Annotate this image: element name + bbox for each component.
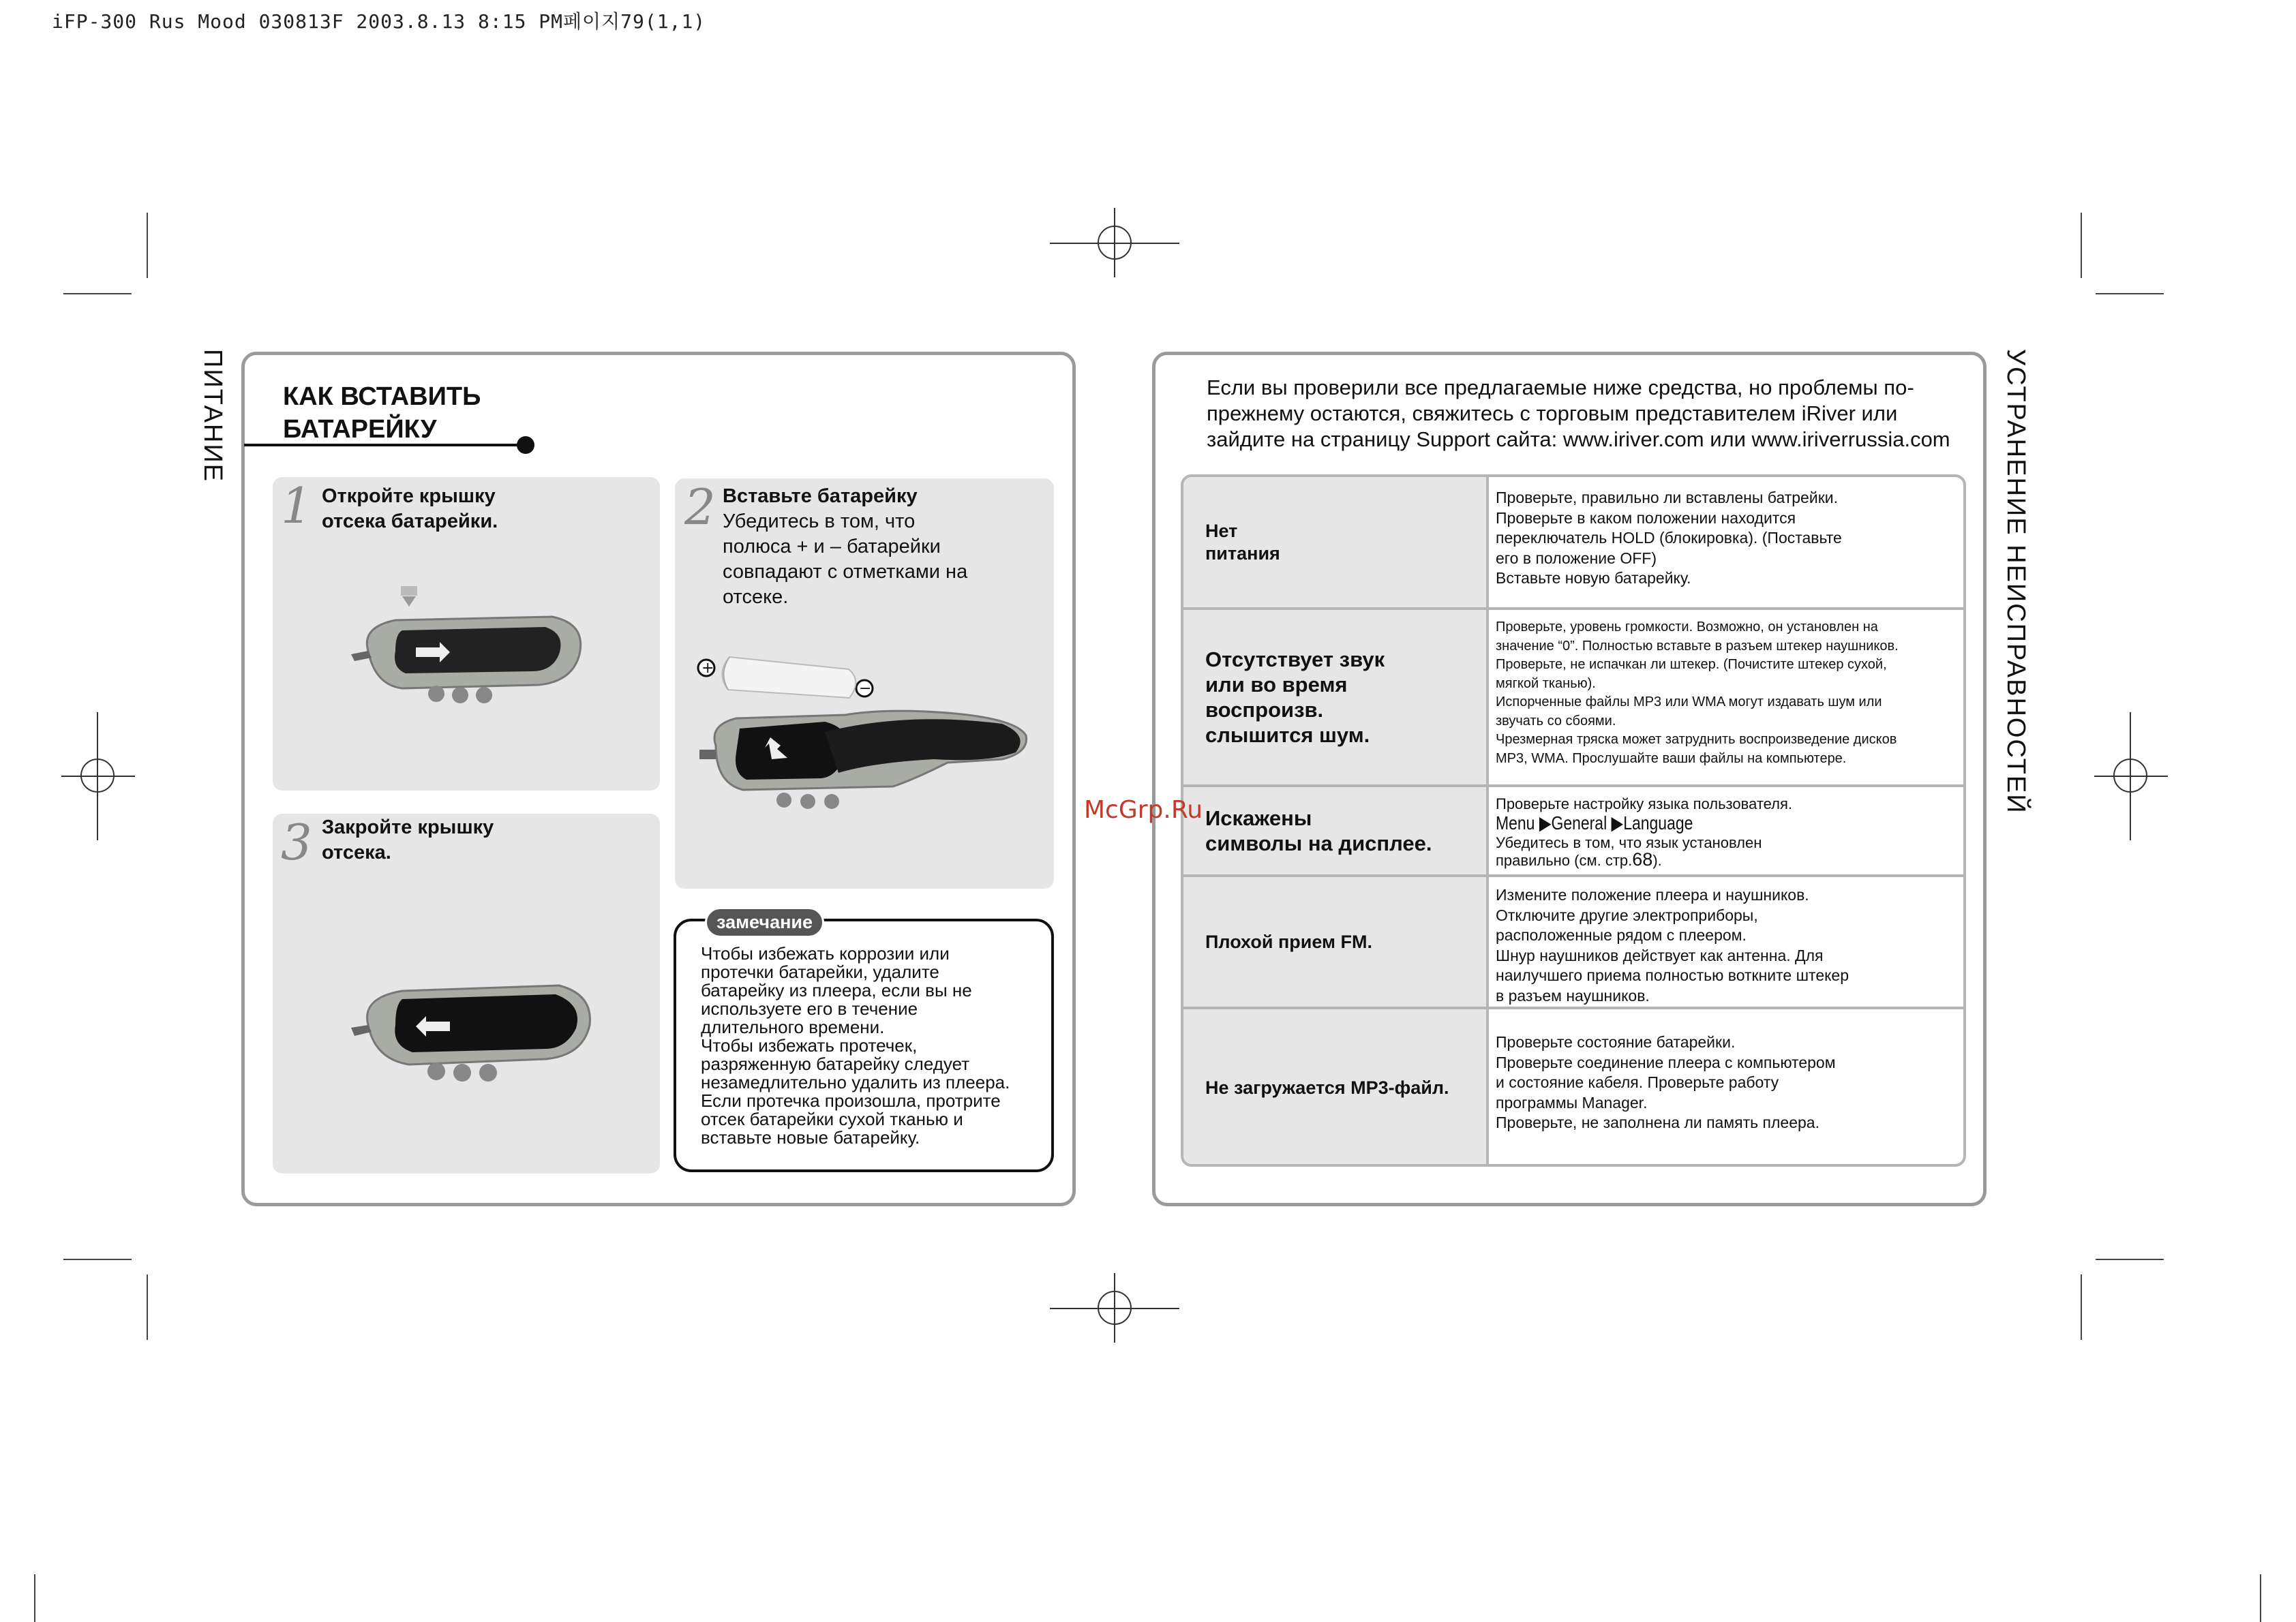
arrow-right-icon: ▶ [1611, 812, 1624, 833]
watermark: McGrp.Ru [1084, 796, 1203, 824]
section-title-power: ПИТАНИЕ [198, 349, 227, 483]
menu-path: Menu ▶General ▶Language [1496, 812, 1693, 833]
problem-cell: Нет питания [1183, 477, 1489, 607]
heading-rule [244, 444, 525, 446]
problem-cell: Отсутствует звук или во время воспроизв. слышится шум. [1183, 610, 1489, 784]
step-2-number: 2 [684, 478, 716, 536]
solution-cell: Проверьте настройку языка пользователя. Menu ▶General ▶Language Убедитесь в том, что язык установлен правильно (см. стр.68). [1489, 787, 1963, 874]
arrow-right-icon: ▶ [1539, 812, 1552, 833]
solution-cell: Измените положение плеера и наушников. Отключите другие электроприборы, расположенные рядом с плеером. Шнур наушников действует как антенна. Для наилучшего приема полностью воткните штекер в разъем наушников. [1496, 886, 1849, 1005]
table-row [1183, 787, 1963, 877]
player-close-cover-image [348, 957, 593, 1107]
solution-cell: Проверьте состояние батарейки. Проверьте соединение плеера с компьютером и состояние кабеля. Проверьте работу программы Manager. Проверьте, не заполнена ли память плеера. [1496, 1033, 1836, 1131]
step-1-box [273, 477, 660, 791]
heading-dot [517, 436, 534, 454]
intro-text: Если вы проверили все предлагаемые ниже средства, но проблемы по- прежнему остаются, свяжитесь с торговым представителем iRiver или зайдите на страницу Support сайта: www.iriver.com или www.iriverrussia.com [1207, 376, 1950, 451]
step-3-box [273, 814, 660, 1174]
battery-insert-image [689, 650, 1043, 861]
problem-cell: Плохой прием FM. [1183, 877, 1489, 1007]
section-title-troubleshooting: УСТРАНЕНИЕ НЕИСПРАВНОСТЕЙ [2002, 349, 2030, 814]
problem-cell: Не загружается MP3-файл. [1183, 1009, 1489, 1167]
solution-cell: Проверьте, правильно ли вставлены батрейки. Проверьте в каком положении находится переключатель HOLD (блокировка). (Поставьте его в положение OFF) Вставьте новую батарейку. [1496, 489, 1842, 587]
table-row [1183, 877, 1963, 1009]
note-text: Чтобы избежать коррозии или протечки батарейки, удалите батарейку из плеера, если вы не используете его в течение длительного времени. Чтобы избежать протечек, разряженную батарейку следует незамедлительно удалить из плеера. Если протечка произошла, протрите отсек батарейки сухой тканью и вставьте новые батарейку. [701, 943, 1010, 1148]
note-tag: замечание [705, 907, 824, 938]
step-1-text: Откройте крышку отсека батарейки. [322, 485, 498, 532]
print-header: iFP-300 Rus Mood 030813F 2003.8.13 8:15 PM페이지79(1,1) [52, 10, 706, 33]
battery-minus-sign: − [859, 680, 872, 697]
solution-cell: Проверьте, уровень громкости. Возможно, он установлен на значение “0”. Полностью вставьте в разъем штекер наушников. Проверьте, не испачкан ли штекер. (Почистите штекер сухой, мягкой тканью). Испорченные файлы MP3 или WMA могут издавать шум или звучать со сбоями. Чрезмерная тряска может затруднить воспроизведение дисков MP3, WMA. Прослушайте ваши файлы на компьютере. [1496, 619, 1899, 766]
step-1-number: 1 [281, 477, 312, 534]
table-row [1183, 610, 1963, 787]
step-2-box [675, 478, 1054, 889]
step-3-text: Закройте крышку отсека. [322, 816, 494, 863]
table-row [1183, 477, 1963, 610]
step-2-text: Вставьте батарейку Убедитесь в том, что полюса + и – батарейки совпадают с отметками на отсеке. [723, 485, 968, 608]
table-row [1183, 1009, 1963, 1167]
step-3-number: 3 [281, 814, 312, 871]
battery-plus-sign: + [701, 660, 714, 677]
troubleshooting-table [1181, 474, 1966, 1167]
page-heading: КАК ВСТАВИТЬ БАТАРЕЙКУ [283, 382, 481, 444]
problem-cell: Искажены символы на дисплее. [1183, 787, 1489, 874]
player-open-cover-image [348, 586, 593, 722]
